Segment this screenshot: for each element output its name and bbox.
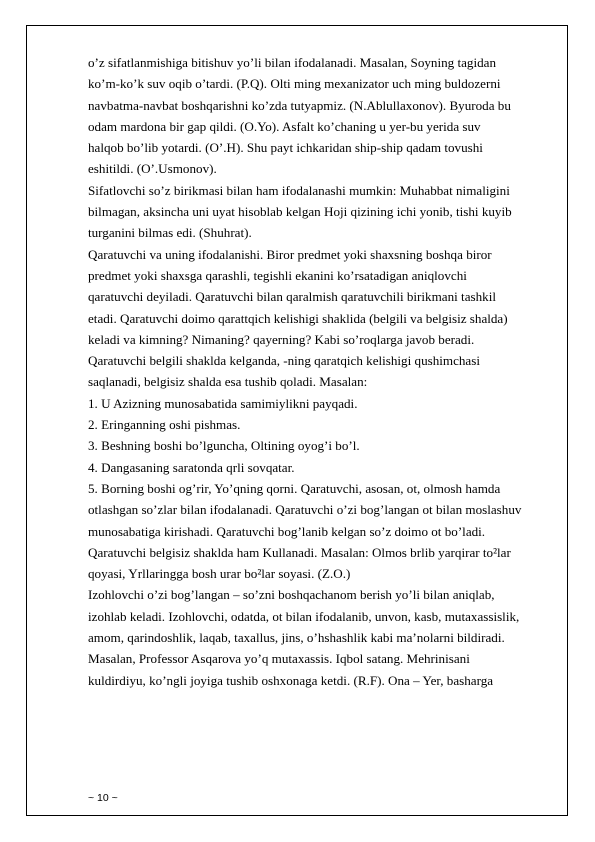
- text-line: Sifatlovchi so’z birikmasi bilan ham ifodalanashi mumkin: Muhabbat nimaligini: [88, 182, 510, 198]
- list-item: 3. Beshning boshi bo’lguncha, Oltining oyog’i bo’l.: [88, 438, 360, 454]
- text-line: halqob bo’lib yotardi. (O’.H). Shu payt ichkaridan ship-ship qadam tovushi: [88, 140, 483, 156]
- list-item: 1. U Azizning munosabatida samimiylikni payqadi.: [88, 395, 358, 411]
- text-line: o’z sifatlanmishiga bitishuv yo’li bilan ifodalanadi. Masalan, Soyning tagidan: [88, 55, 497, 70]
- text-line: Qaratuvchi belgili shaklda kelganda, -ning qaratqich kelishigi qushimchasi: [88, 353, 480, 369]
- text-line: bilmagan, aksincha uni uyat hisoblab kelgan Hoji qizining ichi yonib, tishi kuyib: [88, 204, 512, 220]
- text-line: qoyasi, Yrllaringga bosh urar bo²lar soyasi. (Z.O.): [88, 566, 351, 582]
- text-line: etadi. Qaratuvchi doimo qarattqich kelishigi shaklida (belgili va belgisiz shalda): [88, 310, 508, 326]
- text-line: predmet yoki shaxsga qarashli, tegishli ekanini ko’rsatadigan aniqlovchi: [88, 267, 467, 283]
- text-line: Izohlovchi o’zi bog’langan – so’zni boshqachanom berish yo’li bilan aniqlab,: [88, 587, 495, 603]
- text-line: odam mardona bir gap qildi. (O.Yo). Asfalt ko’chaning u yer-bu yerida suv: [88, 118, 481, 134]
- text-line: Masalan, Professor Asqarova yo’q mutaxassis. Iqbol satang. Mehrinisani: [88, 651, 470, 667]
- text-line: navbatma-navbat boshqarishni ko’zda tutyapmiz. (N.Ablullaxonov). Byuroda bu: [88, 97, 511, 113]
- text-line: Qaratuvchi va uning ifodalanishi. Biror predmet yoki shaxsning boshqa biror: [88, 246, 492, 262]
- text-line: keladi va kimning? Nimaning? qayerning? Kabi so’roqlarga javob beradi.: [88, 331, 475, 347]
- text-line: turganini bilmas edi. (Shuhrat).: [88, 225, 252, 241]
- text-line: amom, qarindoshlik, laqab, taxallus, jins, o’hshashlik kabi ma’nolarni bildiradi.: [88, 630, 505, 646]
- list-item: 5. Borning boshi og’rir, Yo’qning qorni. Qaratuvchi, asosan, ot, olmosh hamda: [88, 480, 501, 496]
- text-line: kuldirdiyu, ko’ngli joyiga tushib oshxonaga ketdi. (R.F). Ona – Yer, basharga: [88, 672, 494, 688]
- page-number: ~ 10 ~: [88, 792, 118, 804]
- text-line: otlashgan so’zlar bilan ifodalanadi. Qaratuvchi o’zi bog’langan ot bilan moslashuv: [88, 502, 522, 518]
- text-line: munosabatiga kirishadi. Qaratuvchi bog’lanib kelgan so’z doimo ot bo’ladi.: [88, 523, 486, 539]
- list-item: 4. Dangasaning saratonda qrli sovqatar.: [88, 459, 295, 475]
- list-item: 2. Eringanning oshi pishmas.: [88, 417, 241, 433]
- text-line: ko’m-ko’k suv oqib o’tardi. (P.Q). Olti ming mexanizator uch ming buldozerni: [88, 76, 501, 92]
- text-line: saqlanadi, belgisiz shalda esa tushib qoladi. Masalan:: [88, 374, 368, 390]
- text-line: izohlab keladi. Izohlovchi, odatda, ot bilan ifodalanib, unvon, kasb, mutaxassislik,: [88, 608, 520, 624]
- text-line: qaratuvchi deyiladi. Qaratuvchi bilan qaralmish qaratuvchili birikmani tashkil: [88, 289, 496, 305]
- document-body: [88, 52, 558, 691]
- text-line: Qaratuvchi belgisiz shaklda ham Kullanadi. Masalan: Olmos brlib yarqirar to²lar: [88, 544, 511, 560]
- text-line: eshitildi. (O’.Usmonov).: [88, 161, 217, 177]
